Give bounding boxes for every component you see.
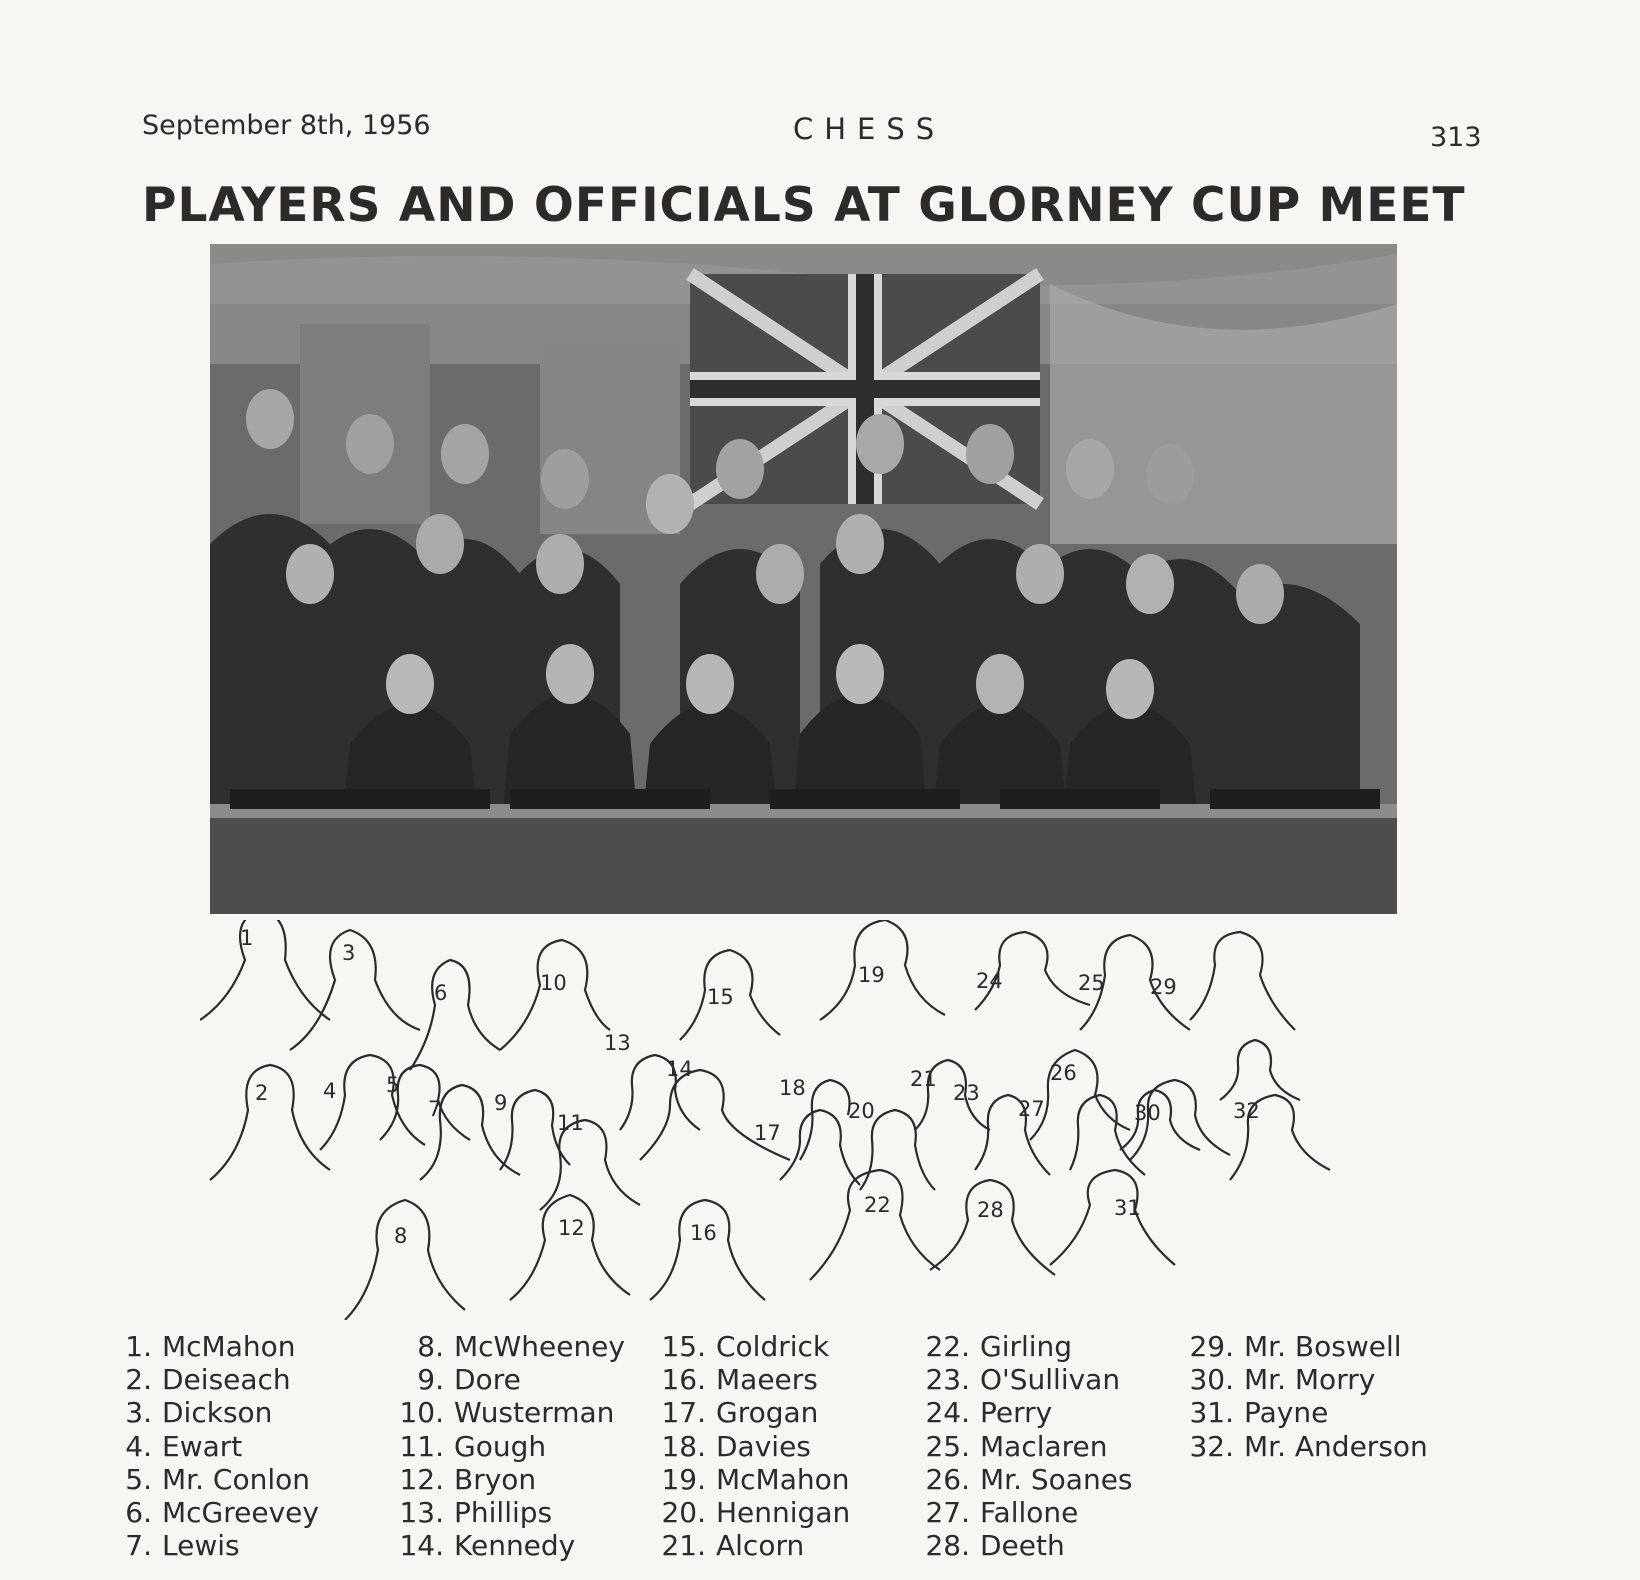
legend-column-5 xyxy=(1186,1330,1428,1463)
legend-entry: 6. McGreevey xyxy=(125,1495,319,1529)
legend-column-1 xyxy=(108,1330,319,1562)
legend-entry: 28. Deeth xyxy=(925,1529,1065,1563)
key-number: 3 xyxy=(342,941,356,965)
legend-entry: 1. McMahon xyxy=(125,1330,296,1363)
legend-entry: 8. McWheeney xyxy=(417,1330,625,1363)
key-number: 23 xyxy=(953,1081,980,1105)
legend-entry: 29. Mr. Boswell xyxy=(1189,1330,1402,1363)
legend-column-2 xyxy=(396,1330,625,1562)
magazine-title: CHESS xyxy=(793,112,946,146)
key-number: 6 xyxy=(434,981,448,1005)
key-number: 1 xyxy=(240,926,254,950)
key-number: 32 xyxy=(1233,1099,1260,1123)
key-number: 17 xyxy=(754,1121,781,1145)
key-number: 18 xyxy=(779,1076,806,1100)
key-number: 22 xyxy=(864,1193,891,1217)
key-number: 11 xyxy=(557,1111,584,1135)
legend-entry: 25. Maclaren xyxy=(925,1429,1108,1463)
legend-entry: 10. Wusterman xyxy=(399,1396,615,1430)
legend-entry: 7. Lewis xyxy=(125,1529,240,1563)
legend-entry: 14. Kennedy xyxy=(399,1529,576,1563)
key-number: 19 xyxy=(858,963,885,987)
key-number: 7 xyxy=(428,1097,442,1121)
key-number: 21 xyxy=(910,1067,937,1091)
key-number: 31 xyxy=(1114,1196,1141,1220)
legend-entry: 17. Grogan xyxy=(661,1396,819,1430)
key-number: 24 xyxy=(976,969,1003,993)
key-number: 5 xyxy=(386,1073,400,1097)
legend-entry: 23. O'Sullivan xyxy=(925,1363,1121,1397)
legend-entry: 24. Perry xyxy=(925,1396,1053,1430)
key-number: 25 xyxy=(1078,971,1105,995)
legend-entry: 3. Dickson xyxy=(125,1396,273,1430)
legend-entry: 12. Bryon xyxy=(399,1462,537,1496)
key-number: 13 xyxy=(604,1031,631,1055)
legend-entry: 11. Gough xyxy=(399,1429,547,1463)
key-number: 8 xyxy=(394,1224,408,1248)
header-date: September 8th, 1956 xyxy=(142,110,431,141)
key-number: 4 xyxy=(323,1079,337,1103)
key-number: 30 xyxy=(1134,1101,1161,1125)
key-number: 2 xyxy=(255,1081,269,1105)
key-number: 16 xyxy=(690,1221,717,1245)
key-number: 26 xyxy=(1050,1061,1077,1085)
group-photo xyxy=(210,244,1397,914)
legend-entry: 32. Mr. Anderson xyxy=(1189,1429,1428,1463)
headline: PLAYERS AND OFFICIALS AT GLORNEY CUP MEET xyxy=(142,178,1466,233)
legend-entry: 13. Phillips xyxy=(399,1495,553,1529)
key-number: 14 xyxy=(666,1057,693,1081)
key-number: 9 xyxy=(494,1091,508,1115)
legend-entry: 31. Payne xyxy=(1189,1396,1329,1430)
legend-entry: 22. Girling xyxy=(925,1330,1073,1363)
key-number: 12 xyxy=(558,1216,585,1240)
legend-entry: 30. Mr. Morry xyxy=(1189,1363,1376,1397)
key-number: 10 xyxy=(540,971,567,995)
legend-entry: 15. Coldrick xyxy=(661,1330,830,1363)
legend-entry: 19. McMahon xyxy=(661,1462,850,1496)
legend-entry: 16. Maeers xyxy=(661,1363,818,1397)
silhouette-key-diagram xyxy=(200,920,1400,1324)
legend-entry: 18. Davies xyxy=(661,1429,811,1463)
legend-entry: 27. Fallone xyxy=(925,1495,1079,1529)
key-number: 15 xyxy=(707,985,734,1009)
key-number: 27 xyxy=(1018,1097,1045,1121)
legend-entry: 26. Mr. Soanes xyxy=(925,1462,1133,1496)
legend-entry: 21. Alcorn xyxy=(661,1529,805,1563)
legend-entry: 2. Deiseach xyxy=(125,1363,291,1397)
legend-entry: 20. Hennigan xyxy=(661,1495,851,1529)
legend-entry: 4. Ewart xyxy=(125,1429,243,1463)
legend-column-3 xyxy=(658,1330,850,1562)
legend-entry: 5. Mr. Conlon xyxy=(125,1462,310,1496)
legend-column-4 xyxy=(922,1330,1133,1562)
key-number: 20 xyxy=(848,1099,875,1123)
legend-entry: 9. Dore xyxy=(417,1363,521,1397)
key-number: 29 xyxy=(1150,975,1177,999)
page-number: 313 xyxy=(1430,122,1482,153)
key-number: 28 xyxy=(977,1198,1004,1222)
